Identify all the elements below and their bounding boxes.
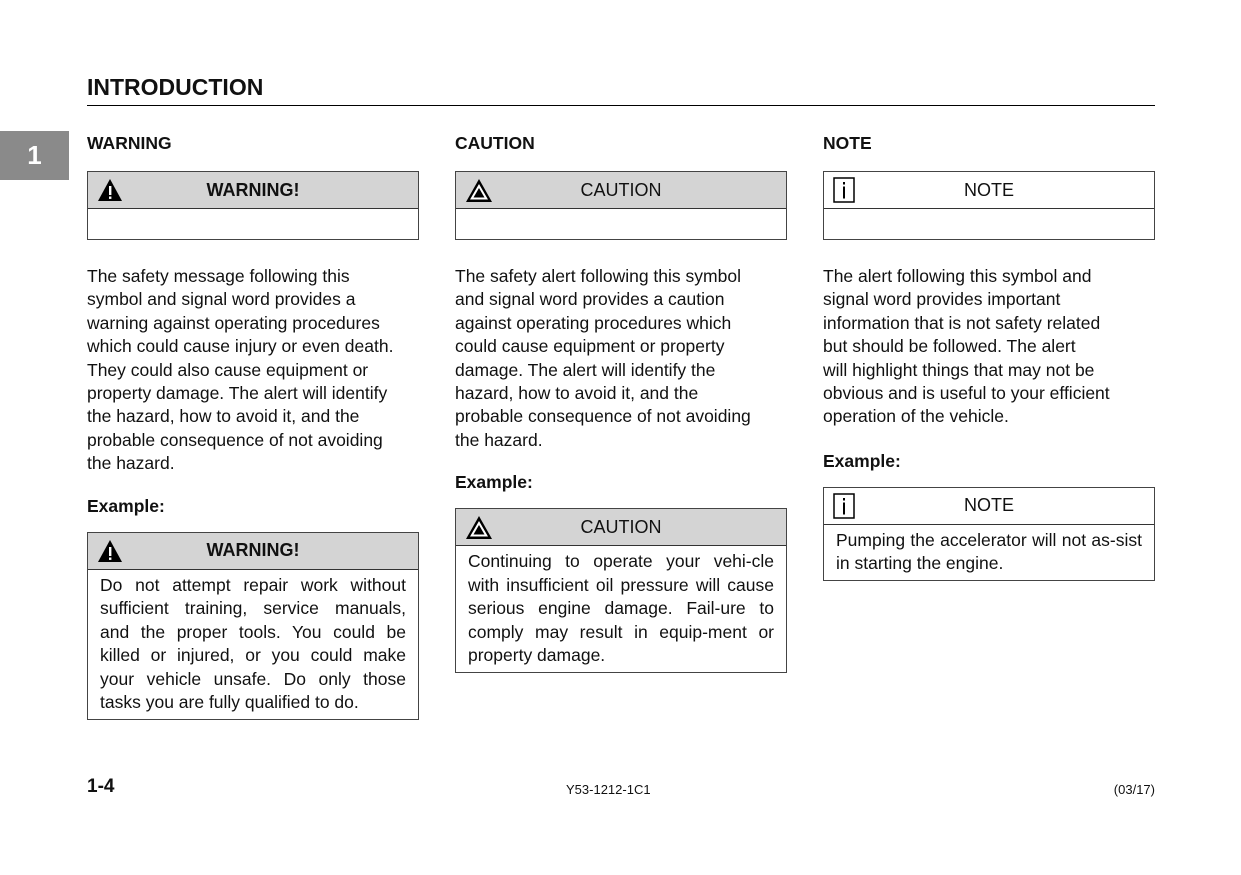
caution-example-box bbox=[455, 508, 787, 673]
section-heading: CAUTION bbox=[455, 133, 535, 153]
document-id: Y53-1212-1C1 bbox=[566, 782, 651, 797]
note-example-box bbox=[823, 487, 1155, 581]
page-number: 1-4 bbox=[87, 776, 115, 797]
box-label: WARNING! bbox=[206, 179, 300, 200]
box-label: NOTE bbox=[963, 495, 1014, 516]
example-label: Example: bbox=[455, 472, 533, 493]
warning-triangle-icon bbox=[97, 539, 123, 568]
description: The alert following this symbol and signal word provides important information that is not safety related but should be followed. The alert will highlight things that may not be obvious and is useful to your efficient operation of the vehicle. bbox=[823, 266, 1110, 427]
example-label: Example: bbox=[87, 495, 165, 516]
example-text: Continuing to operate your vehi-cle with insufficient oil pressure will cause serious engine damage. Fail-ure to comply may result in equip-ment or property damage. bbox=[468, 551, 774, 666]
description: The safety alert following this symbol and signal word provides a caution against operating procedures which could cause equipment or property damage. The alert will identify the hazard, how to avoid it, and the probable consequence of not avoiding the hazard. bbox=[455, 266, 751, 450]
note-column bbox=[823, 133, 1155, 581]
warning-sample-box bbox=[87, 171, 419, 240]
page-title: INTRODUCTION bbox=[87, 74, 264, 100]
section-heading: WARNING bbox=[87, 133, 172, 153]
warning-triangle-icon bbox=[97, 178, 123, 207]
revision-date: (03/17) bbox=[1113, 782, 1155, 797]
example-label: Example: bbox=[823, 450, 901, 471]
caution-triangle-icon bbox=[465, 515, 493, 545]
caution-triangle-icon bbox=[465, 178, 493, 208]
section-heading: NOTE bbox=[823, 133, 872, 153]
description: The safety message following this symbol and signal word provides a warning against operating procedures which could cause injury or even death. They could also cause equipment or property damage. The alert will identify the hazard, how to avoid it, and the probable consequence of not avoiding the hazard. bbox=[87, 266, 394, 474]
info-icon bbox=[833, 493, 855, 524]
title-rule bbox=[87, 105, 1155, 106]
caution-sample-box bbox=[455, 171, 787, 240]
box-label: WARNING! bbox=[206, 540, 300, 561]
warning-column bbox=[87, 133, 419, 720]
box-label: CAUTION bbox=[580, 179, 662, 200]
box-label: CAUTION bbox=[580, 516, 662, 537]
box-label: NOTE bbox=[963, 179, 1014, 200]
warning-example-box bbox=[87, 532, 419, 720]
info-icon bbox=[833, 177, 855, 208]
note-sample-box bbox=[823, 171, 1155, 240]
caution-column bbox=[455, 133, 787, 673]
chapter-tab: 1 bbox=[0, 131, 69, 180]
example-text: Do not attempt repair work without sufficient training, service manuals, and the proper tools. You could be killed or injured, or you could make your vehicle unsafe. Do only those tasks you are fully qualified to do. bbox=[100, 574, 406, 713]
example-text: Pumping the accelerator will not as-sist in starting the engine. bbox=[836, 529, 1142, 574]
